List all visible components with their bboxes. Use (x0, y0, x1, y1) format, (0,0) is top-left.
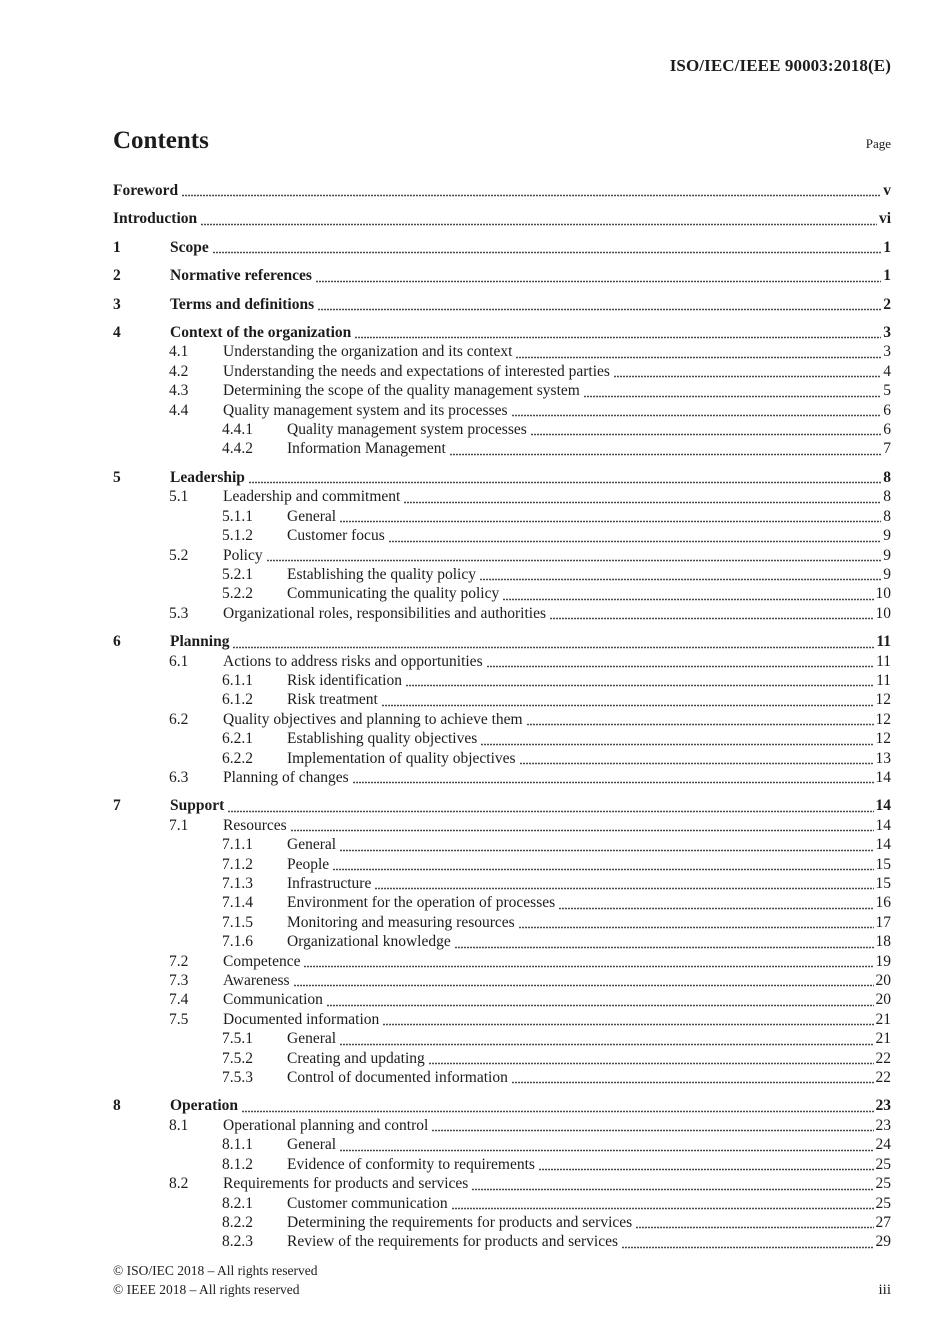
dot-leader (516, 356, 881, 359)
toc-entry-title: Control of documented information (287, 1069, 508, 1087)
toc-entry (113, 1029, 891, 1048)
toc-entry-number: 4.3 (169, 382, 189, 400)
dot-leader (487, 665, 874, 668)
dot-leader (182, 194, 881, 197)
toc-entry-page: 13 (875, 749, 891, 767)
toc-entry-title: Planning (170, 633, 230, 651)
toc-entry-page: 25 (875, 1175, 891, 1193)
toc-entry-page: 8 (883, 468, 891, 486)
dot-leader (333, 868, 873, 871)
toc-entry-title: Awareness (223, 972, 290, 990)
toc-entry-page: 23 (875, 1097, 891, 1115)
toc-entry (113, 381, 891, 400)
toc-entry-page: 22 (875, 1049, 891, 1067)
copyright-iso: © ISO/IEC 2018 – All rights reserved (113, 1263, 318, 1278)
toc-entry-page: 14 (875, 816, 891, 834)
toc-entry-title: Documented information (223, 1010, 380, 1028)
toc-entry-title: Introduction (113, 210, 198, 228)
toc-entry-number: 6.2.2 (222, 749, 253, 767)
toc-entry (113, 546, 891, 565)
toc-entry (113, 690, 891, 709)
toc-entry-title: Leadership (170, 468, 245, 486)
toc-entry-number: 1 (113, 238, 121, 256)
toc-entry-page: 8 (883, 488, 891, 506)
toc-entry-title: Review of the requirements for products and services (287, 1233, 618, 1251)
toc-entry-title: Customer communication (287, 1194, 448, 1212)
dot-leader (233, 646, 874, 649)
toc-entry-number: 5.2 (169, 546, 189, 564)
toc-entry-title: Planning of changes (223, 768, 349, 786)
toc-entry-page: 12 (875, 730, 891, 748)
toc-entry-title: Communication (223, 991, 323, 1009)
dot-leader (539, 1168, 874, 1171)
toc-entry (113, 1116, 891, 1135)
toc-entry-title: Customer focus (287, 527, 385, 545)
toc-entry-title: Operation (170, 1097, 239, 1115)
toc-entry-number: 5.2.1 (222, 565, 253, 583)
dot-leader (550, 617, 874, 620)
dot-leader (432, 1129, 873, 1132)
toc-entry (113, 401, 891, 420)
toc-entry-title: General (287, 1030, 337, 1048)
toc-entry (113, 1232, 891, 1251)
toc-entry-page: 20 (875, 991, 891, 1009)
dot-leader (452, 1207, 874, 1210)
toc-entry-title: Creating and updating (287, 1049, 425, 1067)
toc-entry-page: 11 (876, 633, 891, 651)
toc-entry (113, 1194, 891, 1213)
toc-entry-title: Resources (223, 816, 287, 834)
toc-entry-title: Requirements for products and services (223, 1175, 469, 1193)
page-footer (113, 1262, 891, 1299)
toc-entry-number: 4.4.1 (222, 421, 253, 439)
dot-leader (622, 1246, 874, 1249)
toc-entry-number: 6.2 (169, 710, 189, 728)
toc-entry (113, 604, 891, 623)
dot-leader (213, 251, 882, 254)
toc-entry-number: 6.1 (169, 652, 189, 670)
dot-leader (228, 810, 873, 813)
toc-entry-title: Scope (170, 238, 209, 256)
dot-leader (327, 1004, 874, 1007)
dot-leader (382, 704, 874, 707)
toc-entry-page: 1 (883, 267, 891, 285)
toc-entry (113, 1174, 891, 1193)
dot-leader (304, 965, 873, 968)
toc-entry-page: 9 (883, 527, 891, 545)
toc-entry-number: 7.1.6 (222, 933, 253, 951)
dot-leader (450, 453, 881, 456)
dot-leader (316, 280, 881, 283)
dot-leader (404, 501, 881, 504)
dot-leader (383, 1023, 873, 1026)
page-number: iii (878, 1281, 891, 1298)
toc-entry-title: Establishing quality objectives (287, 730, 478, 748)
dot-leader (512, 1081, 874, 1084)
toc-entry (113, 893, 891, 912)
toc-entry (113, 855, 891, 874)
toc-entry (113, 1155, 891, 1174)
toc-entry-number: 8.2.1 (222, 1194, 253, 1212)
toc-entry (113, 768, 891, 787)
toc-entry-number: 4.1 (169, 343, 189, 361)
dot-leader (636, 1226, 873, 1229)
toc-entry-number: 3 (113, 295, 121, 313)
dot-leader (531, 433, 881, 436)
toc-entry-number: 4 (113, 324, 121, 342)
toc-entry (113, 632, 891, 651)
document-code: ISO/IEC/IEEE 90003:2018(E) (669, 56, 891, 75)
toc-entry-page: 22 (875, 1069, 891, 1087)
toc-entry-page: 10 (875, 604, 891, 622)
toc-entry-number: 7.5 (169, 1010, 189, 1028)
toc-entry-title: Risk identification (287, 671, 402, 689)
toc-entry-title: General (287, 1136, 337, 1154)
toc-entry-title: Evidence of conformity to requirements (287, 1155, 535, 1173)
toc-entry (113, 749, 891, 768)
dot-leader (503, 598, 873, 601)
dot-leader (406, 684, 874, 687)
dot-leader (527, 723, 874, 726)
toc-entry-page: 5 (883, 382, 891, 400)
toc-entry-number: 8.2.3 (222, 1233, 253, 1251)
toc-entry (113, 439, 891, 458)
toc-entry-page: 17 (875, 913, 891, 931)
toc-entry (113, 913, 891, 932)
toc-entry-title: Terms and definitions (170, 295, 315, 313)
dot-leader (429, 1062, 874, 1065)
toc-entry-number: 7.1.5 (222, 913, 253, 931)
copyright-ieee: © IEEE 2018 – All rights reserved (113, 1281, 300, 1297)
dot-leader (389, 540, 882, 543)
toc-entry-title: Context of the organization (170, 324, 352, 342)
toc-entry-title: People (287, 855, 330, 873)
toc-entry-number: 8.2 (169, 1175, 189, 1193)
toc-entry-number: 8 (113, 1097, 121, 1115)
toc-entry-number: 8.1.1 (222, 1136, 253, 1154)
toc-entry (113, 1049, 891, 1068)
toc-entry-page: 11 (876, 671, 891, 689)
toc-entry (113, 835, 891, 854)
toc-entry-title: Information Management (287, 440, 446, 458)
toc-entry-number: 5 (113, 468, 121, 486)
dot-leader (614, 375, 881, 378)
toc-entry-number: 4.4.2 (222, 440, 253, 458)
toc-entry-title: Organizational roles, responsibilities and authorities (223, 604, 546, 622)
toc-entry-number: 4.2 (169, 362, 189, 380)
toc-entry (113, 584, 891, 603)
dot-leader (291, 829, 874, 832)
toc-entry-page: 18 (875, 933, 891, 951)
toc-entry-page: 14 (875, 797, 891, 815)
toc-entry-page: 14 (875, 836, 891, 854)
toc-entry-page: 2 (883, 295, 891, 313)
toc-entry-page: 8 (883, 507, 891, 525)
toc-entry (113, 990, 891, 1009)
toc-entry (113, 1096, 891, 1115)
toc-entry-title: Policy (223, 546, 263, 564)
toc-entry-page: 6 (883, 401, 891, 419)
toc-entry-number: 7.1.1 (222, 836, 253, 854)
toc-entry-page: 23 (875, 1116, 891, 1134)
toc-entry-title: Communicating the quality policy (287, 585, 500, 603)
dot-leader (480, 578, 881, 581)
dot-leader (355, 336, 881, 339)
toc-entry-number: 7.1.4 (222, 894, 253, 912)
toc-entry-page: 25 (875, 1194, 891, 1212)
toc-entry-title: Actions to address risks and opportunities (223, 652, 483, 670)
toc-entry (113, 181, 891, 200)
toc-entry-number: 5.1.2 (222, 527, 253, 545)
dot-leader (340, 1043, 873, 1046)
toc-entry-title: General (287, 836, 337, 854)
toc-entry-page: v (883, 182, 891, 199)
toc-entry-title: Quality management system processes (287, 421, 527, 439)
toc-entry-number: 7.1 (169, 816, 189, 834)
toc-entry-page: 21 (875, 1010, 891, 1028)
contents-header (113, 127, 891, 155)
toc-entry (113, 816, 891, 835)
toc-entry-title: Operational planning and control (223, 1116, 429, 1134)
toc-entry (113, 1135, 891, 1154)
toc-entry (113, 1068, 891, 1087)
toc-entry-page: 21 (875, 1030, 891, 1048)
toc-entry-title: Environment for the operation of processes (287, 894, 556, 912)
toc-entry (113, 729, 891, 748)
toc-entry (113, 420, 891, 439)
toc-entry-title: Foreword (113, 182, 179, 199)
toc-entry-page: 29 (875, 1233, 891, 1251)
toc-entry-page: 12 (875, 710, 891, 728)
toc-entry (113, 932, 891, 951)
toc-entry (113, 323, 891, 342)
toc-entry-number: 6 (113, 633, 121, 651)
toc-entry-number: 7.1.2 (222, 855, 253, 873)
toc-entry-title: Normative references (170, 267, 312, 285)
toc-entry-page: 11 (876, 652, 891, 670)
toc-entry-number: 6.1.2 (222, 691, 253, 709)
toc-entry-page: 10 (875, 585, 891, 603)
toc-entry-title: Support (170, 797, 225, 815)
toc-entry-number: 7.1.3 (222, 875, 253, 892)
dot-leader (353, 781, 874, 784)
toc-entry (113, 1213, 891, 1232)
toc-entry-page: 14 (875, 768, 891, 786)
toc-entry-title: Infrastructure (287, 875, 372, 892)
toc-entry-title: Understanding the needs and expectations of interested parties (223, 362, 610, 380)
toc-entry-page: 7 (883, 440, 891, 458)
toc-entry-page: 12 (875, 691, 891, 709)
toc-entry-page: 4 (883, 362, 891, 380)
toc-entry-title: Organizational knowledge (287, 933, 451, 951)
contents-title: Contents (113, 127, 209, 154)
toc-entry-title: Quality objectives and planning to achieve them (223, 710, 523, 728)
toc-entry-title: Competence (223, 952, 301, 970)
dot-leader (340, 849, 873, 852)
toc-entry-number: 4.4 (169, 401, 189, 419)
toc-entry-page: 3 (883, 343, 891, 361)
toc-entry-number: 7.4 (169, 991, 189, 1009)
toc-entry-number: 5.1.1 (222, 507, 253, 525)
toc-entry-number: 8.2.2 (222, 1213, 253, 1231)
dot-leader (512, 414, 882, 417)
toc-entry-number: 5.3 (169, 604, 189, 622)
toc-entry-number: 2 (113, 267, 121, 285)
toc-entry-title: Establishing the quality policy (287, 565, 476, 583)
dot-leader (472, 1188, 873, 1191)
toc-entry (113, 671, 891, 690)
toc-entry-title: Understanding the organization and its context (223, 343, 513, 361)
toc-entry-page: 24 (875, 1136, 891, 1154)
toc-entry-page: 16 (875, 894, 891, 912)
toc-entry (113, 266, 891, 285)
toc-entry-page: 15 (875, 855, 891, 873)
toc-entry-page: 15 (875, 875, 891, 892)
dot-leader (318, 308, 881, 311)
toc-entry-page: 3 (883, 324, 891, 342)
dot-leader (481, 743, 873, 746)
toc-entry-number: 6.3 (169, 768, 189, 786)
dot-leader (520, 762, 874, 765)
toc-entry (113, 342, 891, 361)
toc-entry (113, 507, 891, 526)
toc-entry-number: 7 (113, 797, 121, 815)
dot-leader (242, 1110, 873, 1113)
toc-entry-number: 8.1 (169, 1116, 189, 1134)
toc-entry-page: 20 (875, 972, 891, 990)
toc-entry (113, 874, 891, 893)
toc-entry (113, 487, 891, 506)
toc-entry (113, 209, 891, 228)
toc-entry-number: 7.5.1 (222, 1030, 253, 1048)
toc-entry (113, 971, 891, 990)
toc-entry-title: Leadership and commitment (223, 488, 401, 506)
dot-leader (519, 926, 874, 929)
dot-leader (559, 907, 873, 910)
toc-entry (113, 952, 891, 971)
toc-entry-page: 25 (875, 1155, 891, 1173)
toc-entry-number: 6.1.1 (222, 671, 253, 689)
dot-leader (584, 395, 881, 398)
toc-entry-page: 6 (883, 421, 891, 439)
toc-entry-title: General (287, 507, 337, 525)
toc-entry-title: Risk treatment (287, 691, 378, 709)
toc-entry-page: 19 (875, 952, 891, 970)
toc-entry-number: 7.3 (169, 972, 189, 990)
toc-entry-title: Determining the requirements for products and services (287, 1213, 633, 1231)
dot-leader (375, 887, 873, 890)
toc-entry-title: Quality management system and its processes (223, 401, 508, 419)
page-column-label: Page (865, 136, 891, 151)
toc-entry (113, 362, 891, 381)
table-of-contents (113, 172, 891, 1252)
toc-entry-title: Determining the scope of the quality management system (223, 382, 580, 400)
toc-entry-title: Implementation of quality objectives (287, 749, 516, 767)
toc-entry-page: 9 (883, 546, 891, 564)
toc-entry (113, 652, 891, 671)
dot-leader (294, 984, 874, 987)
dot-leader (455, 946, 874, 949)
toc-entry (113, 468, 891, 487)
toc-entry-page: 27 (875, 1213, 891, 1231)
dot-leader (340, 1149, 873, 1152)
dot-leader (340, 520, 881, 523)
toc-entry (113, 1010, 891, 1029)
toc-entry-page: 1 (883, 238, 891, 256)
toc-entry-page: vi (878, 210, 891, 228)
dot-leader (267, 559, 882, 562)
toc-entry-page: 9 (883, 565, 891, 583)
toc-entry-number: 6.2.1 (222, 730, 253, 748)
toc-entry-title: Monitoring and measuring resources (287, 913, 515, 931)
toc-entry-number: 8.1.2 (222, 1155, 253, 1173)
toc-entry-number: 5.2.2 (222, 585, 253, 603)
toc-entry (113, 295, 891, 314)
toc-entry-number: 7.5.3 (222, 1069, 253, 1087)
toc-entry-number: 7.2 (169, 952, 189, 970)
dot-leader (249, 481, 881, 484)
toc-entry (113, 526, 891, 545)
toc-entry (113, 796, 891, 815)
toc-entry-number: 5.1 (169, 488, 189, 506)
dot-leader (201, 223, 877, 226)
copyright-block (113, 1262, 317, 1299)
toc-entry (113, 710, 891, 729)
toc-entry (113, 238, 891, 257)
toc-entry-number: 7.5.2 (222, 1049, 253, 1067)
toc-entry (113, 565, 891, 584)
document-header (113, 56, 891, 76)
